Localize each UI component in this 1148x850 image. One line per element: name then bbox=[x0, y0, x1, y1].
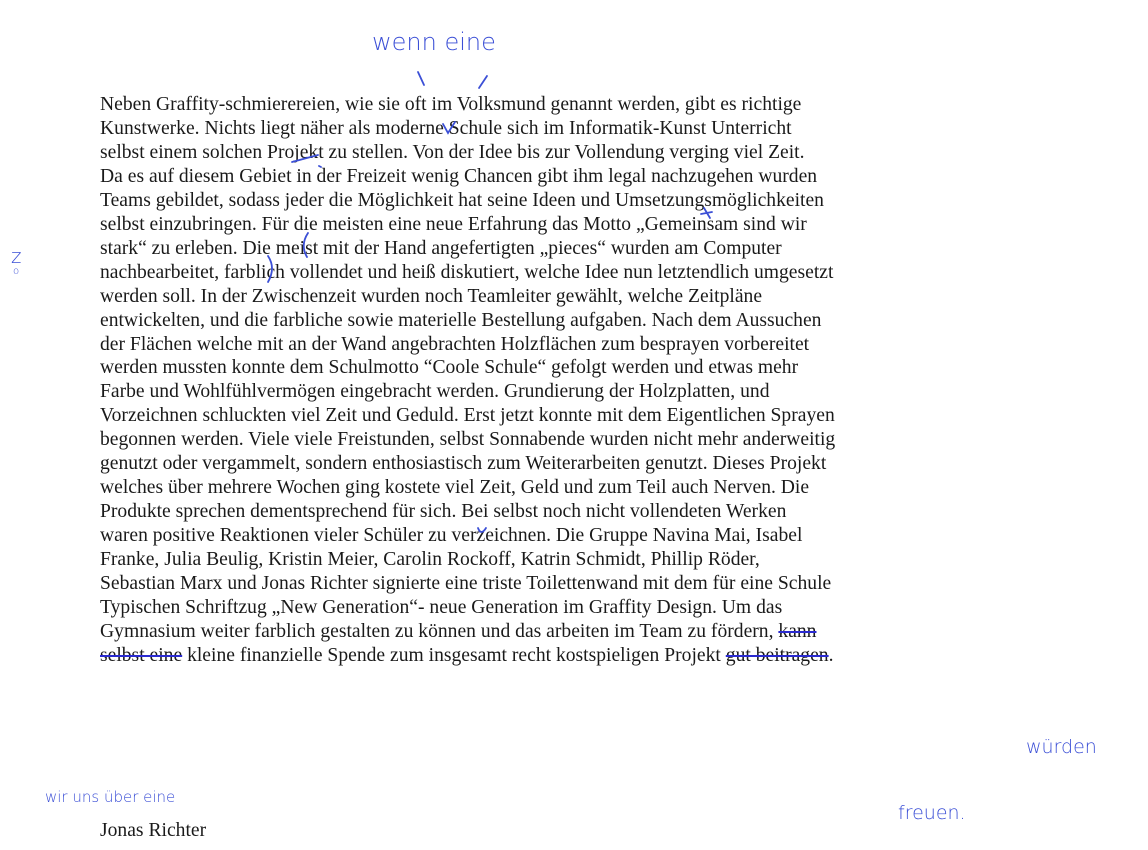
text-line: selbst einzubringen. Für die meisten eine neue Erfahrung das Motto „Gemeinsam sind wir bbox=[100, 213, 807, 235]
text-line: Vorzeichnen schluckten viel Zeit und Geduld. Erst jetzt konnte mit dem Eigentlichen Sprayen bbox=[100, 405, 835, 427]
text-line: Kunstwerke. Nichts liegt näher als moderne Schule sich im Informatik-Kunst Unterricht bbox=[100, 117, 792, 139]
handwritten-insert-wuerden: würden bbox=[1026, 736, 1097, 758]
text-line: stark“ zu erleben. Die meist mit der Hand angefertigten „pieces“ wurden am Computer bbox=[100, 237, 782, 259]
text-line: Sebastian Marx und Jonas Richter signierte eine triste Toilettenwand mit dem für eine Schule bbox=[100, 573, 832, 595]
handwritten-insert-wenn-eine: wenn eine bbox=[372, 28, 496, 56]
text-line: Franke, Julia Beulig, Kristin Meier, Carolin Rockoff, Katrin Schmidt, Phillip Röder, bbox=[100, 549, 760, 571]
struck-phrase: selbst eine bbox=[100, 644, 183, 666]
struck-phrase: gut beitragen bbox=[725, 644, 829, 666]
insert-stroke bbox=[418, 72, 424, 85]
text-line: nachbearbeitet, farblich vollendet und heiß diskutiert, welche Idee nun letztendlich umgesetzt bbox=[100, 261, 834, 283]
text-line: Da es auf diesem Gebiet in der Freizeit wenig Chancen gibt ihm legal nachzugehen wurden bbox=[100, 165, 818, 187]
insert-u bbox=[478, 528, 486, 532]
text-line: welches über mehrere Wochen ging kostete viel Zeit, Geld und zum Teil auch Nerven. Die bbox=[100, 477, 810, 499]
text-line: Produkte sprechen dementsprechend für sich. Bei selbst noch nicht vollendeten Werken bbox=[100, 501, 787, 523]
text-line: Teams gebildet, sodass jeder die Möglichkeit hat seine Ideen und Umsetzungsmöglichkeiten bbox=[100, 189, 824, 211]
line-end: . bbox=[828, 644, 834, 666]
text-line: genutzt oder vergammelt, sondern enthosiastisch zum Weiterarbeiten genutzt. Dieses Projekt bbox=[100, 453, 827, 475]
text-line: begonnen werden. Viele viele Freistunden, selbst Sonnabende wurden nicht mehr anderweitig bbox=[100, 429, 836, 451]
text-line: Farbe und Wohlfühlvermögen eingebracht werden. Grundierung der Holzplatten, und bbox=[100, 381, 770, 403]
struck-word: kann bbox=[778, 620, 817, 642]
handwritten-margin-mark: z bbox=[11, 244, 22, 268]
insert-caret bbox=[443, 122, 455, 133]
text-line: Neben Graffity-schmierereien, wie sie oft im Volksmund genannt werden, gibt es richtige bbox=[100, 94, 802, 115]
text-line: der Flächen welche mit an der Wand angebrachten Holzflächen zum besprayen vorbereitet bbox=[100, 333, 810, 355]
text-line: waren positive Reaktionen vieler Schüler zu verzeichnen. Die Gruppe Navina Mai, Isabel bbox=[100, 525, 803, 547]
handwritten-margin-mark-sub: o bbox=[13, 266, 20, 277]
strike-mark bbox=[292, 155, 318, 162]
period-mark bbox=[319, 166, 321, 167]
line-text: Gymnasium weiter farblich gestalten zu können und das arbeiten im Team zu fördern, bbox=[100, 620, 779, 642]
text-line: entwickelten, und die farbliche sowie materielle Bestellung aufgaben. Nach dem Aussuchen bbox=[100, 309, 822, 331]
text-line: Typischen Schriftzug „New Generation“- neue Generation im Graffity Design. Um das bbox=[100, 597, 783, 619]
insert-stroke bbox=[479, 76, 487, 88]
text-line: werden mussten konnte dem Schulmotto “Coole Schule“ gefolgt werden und etwas mehr bbox=[100, 357, 799, 379]
signature: Jonas Richter bbox=[100, 820, 207, 841]
open-bracket bbox=[304, 233, 308, 257]
handwritten-insert-wir-uns: wir uns über eine bbox=[45, 788, 176, 806]
close-bracket bbox=[268, 256, 272, 282]
correction-mark bbox=[701, 208, 712, 218]
text-line: selbst einem solchen Projekt zu stellen. Von der Idee bis zur Vollendung verging viel Zeit. bbox=[100, 141, 805, 163]
line-text: kleine finanzielle Spende zum insgesamt recht kostspieligen Projekt bbox=[182, 644, 726, 666]
text-line: werden soll. In der Zwischenzeit wurden noch Teamleiter gewählt, welche Zeitpläne bbox=[100, 285, 763, 307]
handwritten-insert-freuen: freuen. bbox=[898, 802, 966, 824]
